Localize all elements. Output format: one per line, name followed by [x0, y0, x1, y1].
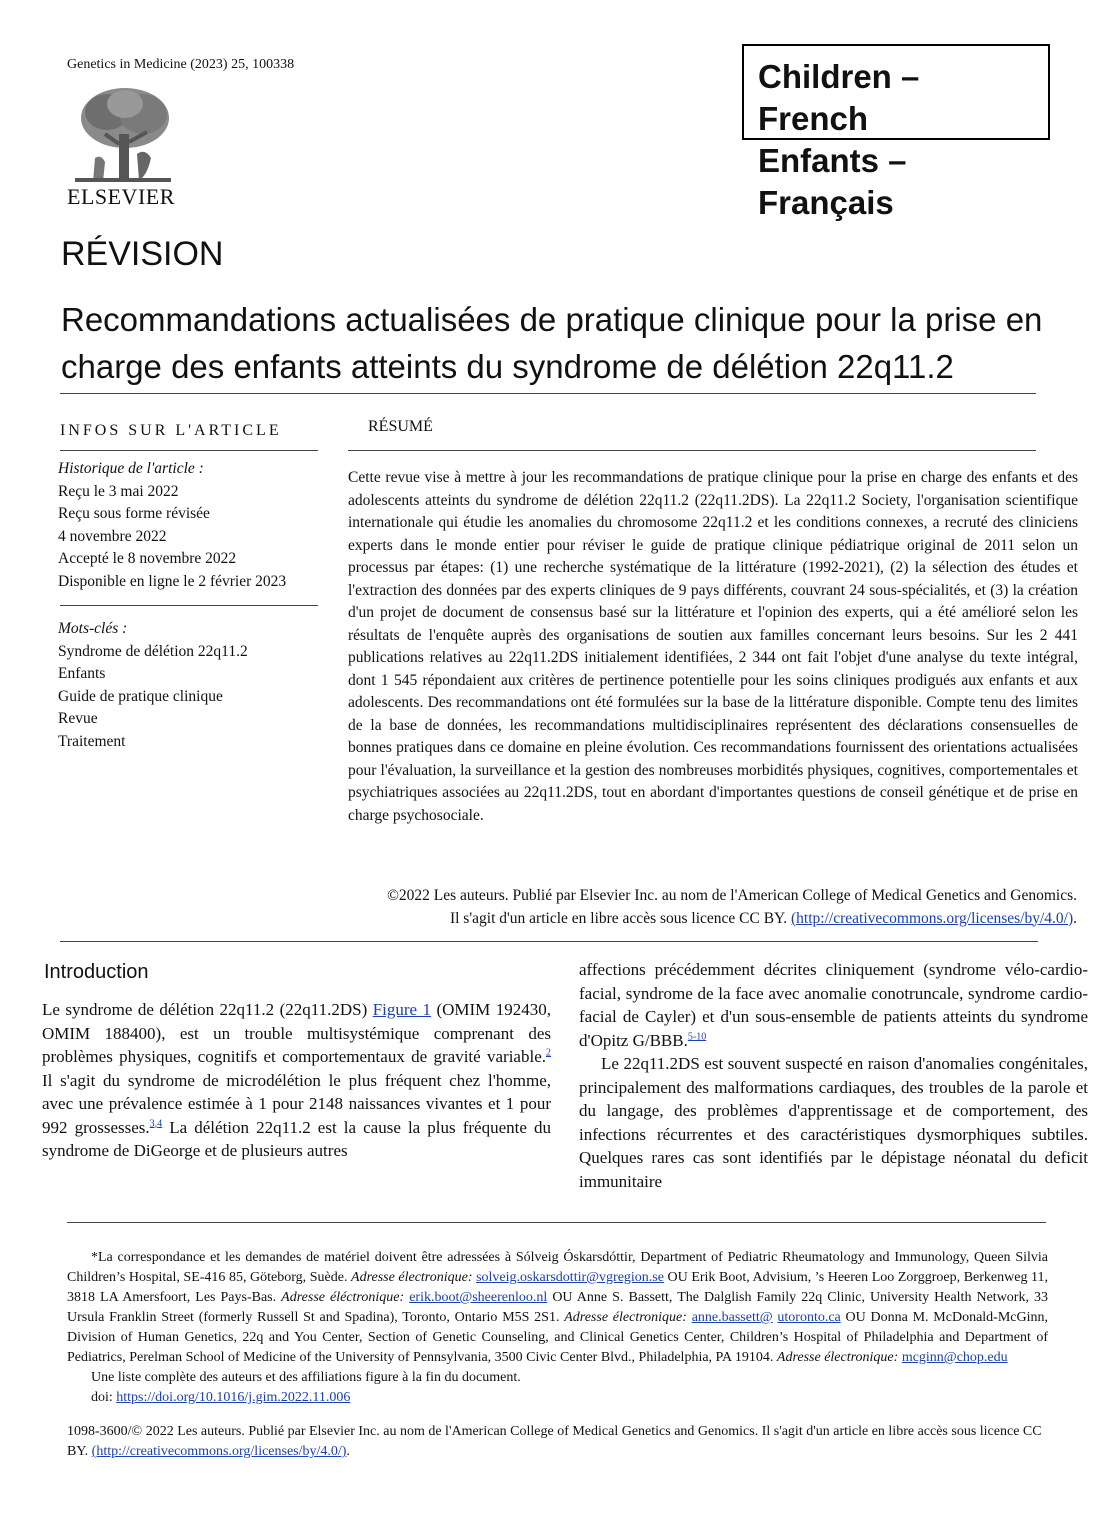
figure-1-link[interactable]: Figure 1 — [372, 1000, 432, 1019]
title-divider — [60, 393, 1036, 394]
history-line: Reçu sous forme révisée — [58, 505, 210, 522]
copyright-line-1: ©2022 Les auteurs. Publié par Elsevier Inc. au nom de l'American College of Medical Genetics and Genomics. — [387, 887, 1077, 904]
intro-column-right — [579, 958, 1088, 1193]
footnote-text: OU Anne S. Bassett, The Dalglish Family 22q Clinic, University Health Network, 33 Ursula Franklin Street (formerly Russell St and Spadina), Toronto, Ontario M5S 2S1. — [67, 1290, 1049, 1325]
keywords-label: Mots-clés : — [58, 620, 128, 637]
sidebar-divider-mid — [60, 605, 318, 606]
keyword-item: Syndrome de délétion 22q11.2 — [58, 642, 248, 660]
badge-line-english: Children – French — [758, 58, 920, 137]
abstract-text: Cette revue vise à mettre à jour les recommandations de pratique clinique pour la prise en charge des enfants et des adolescents atteints du syndrome de délétion 22q11.2 (22q11.2DS). La 22q11.2 Society, l'organisation scientifique internationale qui étudie les anomalies du chromosome 22q11.2 et les conditions connexes, a recruté des cliniciens experts dans le monde entier pour réviser le guide de pratique clinique pédiatrique original de 2011 selon un processus par étapes: (1) une recherche systématique de la littérature (1992-2021), (2) la sélection des études et l'extraction des données par des experts cliniques de 9 pays différents, couvrant 24 sous-spécialités, et (3) la création d'un projet de document de consensus basé sur la littérature et l'opinion des experts, qui a été amélioré selon les résultats de l'enquête auprès des organisations de soutien aux familles concernant leurs besoins. Sur les 2 441 publications relatives au 22q11.2DS initialement identifiées, 2 344 ont fait l'objet d'une analyse du texte intégral, dont 1 545 répondaient aux critères de pertinence potentielle pour les soins cliniques prodigués aux enfants et aux adolescents. Des recommandations ont été formulées sur la base de la littérature disponible. Compte tenu des limites de la base de données, les recommandations multidisciplinaires représentent des déclarations consensuelles de bonnes pratiques dans ce domaine en pleine évolution. Ces recommandations fournissent des orientations actualisées pour l'évaluation, la surveillance et la gestion des nombreuses morbidités physiques, cognitives, comportementales et psychiatriques associées au 22q11.2DS, tout en abordant d'importantes questions de conseil génétique et de prise en charge psychosociale. — [348, 469, 1078, 824]
article-type: RÉVISION — [61, 235, 224, 273]
introduction-heading: Introduction — [44, 961, 149, 983]
audience-badge — [742, 44, 1050, 221]
footnote-text: *La correspondance et les demandes de matériel doivent être adressées à Sólveig Óskarsdóttir, Department of Pediatric Rheumatology and Immunology, Queen Silvia Children’s Hospital, SE-416 85, Göteborg, Suède. — [67, 1250, 1048, 1285]
issn-license-line — [67, 1422, 1048, 1462]
issn-text: 1098-3600/© 2022 Les auteurs. Publié par Elsevier Inc. au nom de l'American College of Medical Genetics and Genomics. Il s'agit d'un article en libre accès sous licence CC BY. — [67, 1424, 1042, 1459]
cc-license-link[interactable]: (http://creativecommons.org/licenses/by/4.0/) — [91, 1444, 347, 1459]
reference-link[interactable]: 2 — [546, 1047, 551, 1059]
footnote-text: OU Erik Boot, Advisium, ’s Heeren Loo Zorggroep, Berkenweg 11, 3818 LA Amersfoort, Les Pays-Bas. — [67, 1270, 1049, 1305]
email-label: Adresse électronique: — [564, 1310, 687, 1325]
history-line: 4 novembre 2022 — [58, 527, 167, 545]
correspondence-footnote — [67, 1248, 1048, 1408]
intro-text: (OMIM 192430, OMIM 188400), est un trouble multisystémique comprenant des problèmes physiques, cognitifs et comportementaux de gravité variable. — [42, 1000, 551, 1066]
intro-text: La délétion 22q11.2 est la cause la plus fréquente du syndrome de DiGeorge et de plusieurs autres — [42, 1117, 551, 1160]
copyright-line-2 — [340, 908, 1077, 931]
history-label: Historique de l'article : — [58, 460, 204, 477]
intro-paragraph: Le 22q11.2DS est souvent suspecté en raison d'anomalies congénitales, principalement des malformations cardiaques, des troubles de la parole et du langage, des problèmes d'apprentissage et de comportement, des infections récurrentes et des caractéristiques dysmorphiques subtiles. Quelques rares cas sont identifiés par le dépistage néonatal du deficit immunitaire — [579, 1054, 1088, 1191]
doi-line — [67, 1388, 1048, 1408]
abstract-heading: RÉSUMÉ — [368, 418, 433, 435]
intro-text: Il s'agit du syndrome de microdélétion le plus fréquent chez l'homme, avec une prévalence estimée à 1 pour 2148 naissances vivantes et 1 pour 992 grossesses. — [42, 1070, 551, 1137]
keyword-item: Enfants — [58, 665, 106, 682]
email-label: Adresse électronique: — [776, 1350, 899, 1365]
email-link[interactable]: solveig.oskarsdottir@vgregion.se — [476, 1270, 664, 1285]
email-link[interactable]: erik.boot@sheerenloo.nl — [409, 1290, 548, 1305]
intro-paragraph — [579, 958, 1088, 1052]
punctuation: . — [1073, 909, 1077, 927]
reference-link[interactable]: 3,4 — [149, 1117, 163, 1129]
footnote-divider — [67, 1222, 1046, 1223]
history-line: Disponible en ligne le 2 février 2023 — [58, 572, 287, 590]
history-line: Reçu le 3 mai 2022 — [58, 482, 179, 500]
correspondence-text — [67, 1248, 1048, 1368]
keyword-item: Guide de pratique clinique — [58, 687, 223, 705]
intro-text: Le syndrome de délétion 22q11.2 (22q11.2DS) — [42, 1000, 373, 1019]
sidebar-divider-top — [60, 450, 318, 451]
section-divider — [60, 941, 1038, 942]
doi-link[interactable]: https://doi.org/10.1016/j.gim.2022.11.006 — [116, 1390, 351, 1405]
keywords — [58, 618, 320, 753]
license-text: Il s'agit d'un article en libre accès sous licence CC BY. — [449, 909, 788, 927]
email-label: Adresse électronique: — [351, 1270, 473, 1285]
footnote-text: OU Donna M. McDonald-McGinn, Division of Human Genetics, 22q and You Center, Section of Genetic Counseling, and Clinical Genetics Center, Children’s Hospital of Philadelphia and Department of Pediatrics, Perelman School of Medicine of the University of Pennsylvania, 3500 Civic Center Blvd., Philadelphia, PA 19104. — [67, 1310, 1049, 1365]
intro-text: affections précédemment décrites cliniquement (syndrome vélo-cardio-facial, syndrome de la face avec anomalie conotruncale, syndrome cardio-facial de Cayler) et d'un sous-ensemble de patients atteints du syndrome d'Opitz G/BBB. — [579, 960, 1088, 1050]
email-link[interactable]: anne.bassett@ — [691, 1310, 773, 1325]
email-label: Adresse éléctronique: — [281, 1290, 405, 1305]
intro-column-left — [42, 998, 551, 1163]
keyword-item: Revue — [58, 710, 98, 727]
elsevier-wordmark: ELSEVIER — [67, 184, 175, 209]
cc-license-link[interactable]: (http://creativecommons.org/licenses/by/4.0/) — [791, 909, 1074, 927]
doi-label: doi: — [91, 1390, 117, 1405]
history-line: Accepté le 8 novembre 2022 — [58, 550, 237, 567]
article-title: Recommandations actualisées de pratique clinique pour la prise en charge des enfants atteints du syndrome de délétion 22q11.2 — [61, 301, 1043, 385]
keyword-item: Traitement — [58, 732, 126, 750]
email-link[interactable]: utoronto.ca — [777, 1310, 841, 1325]
authors-note: Une liste complète des auteurs et des affiliations figure à la fin du document. — [91, 1370, 521, 1385]
punctuation: . — [346, 1444, 350, 1459]
abstract-divider-top — [348, 450, 1036, 451]
copyright-notice — [340, 885, 1077, 930]
badge-line-french: Enfants – Français — [758, 142, 907, 221]
article-info-heading: INFOS SUR L'ARTICLE — [60, 422, 282, 439]
journal-citation: Genetics in Medicine (2023) 25, 100338 — [67, 57, 295, 72]
article-history — [58, 458, 320, 593]
email-link[interactable]: mcginn@chop.edu — [901, 1350, 1008, 1365]
reference-link[interactable]: 5-10 — [687, 1030, 707, 1042]
